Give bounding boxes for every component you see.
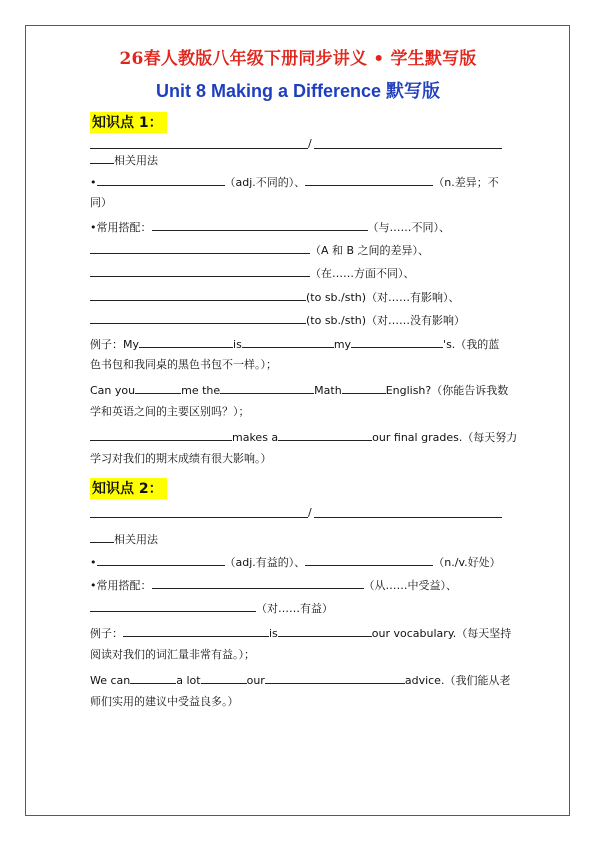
collocation-line-2-2 <box>90 601 333 616</box>
blank-usage-2[interactable] <box>90 532 114 543</box>
blank-word-1-alt[interactable] <box>314 148 502 149</box>
s2-ex1-is: is <box>269 627 278 640</box>
collocation-label-2: •常用搭配： <box>90 579 152 592</box>
usage-label: 相关用法 <box>114 154 158 167</box>
blank-ex1-b[interactable] <box>242 337 334 348</box>
document-title: 26春人教版八年级下册同步讲义 • 学生默写版 <box>119 49 477 69</box>
noun-note-2: （n./v.好处） <box>433 556 501 569</box>
coll-4-object: (to sb./sth) <box>306 291 367 304</box>
ex1-is: is <box>233 338 242 351</box>
section-heading-2: 知识点 2： <box>90 478 167 499</box>
blank-coll-2[interactable] <box>90 243 310 254</box>
example-2-2-cont: 师们实用的建议中受益良多。） <box>90 695 239 708</box>
blank-noun-2[interactable] <box>305 555 433 566</box>
blank-coll-1[interactable] <box>152 220 368 231</box>
blank-ex1-c[interactable] <box>351 337 443 348</box>
blank-word-2-alt[interactable] <box>314 517 502 518</box>
collocation-line-2 <box>90 243 429 258</box>
slash-separator: / <box>308 137 312 150</box>
blank-ex2-a[interactable] <box>135 383 181 394</box>
noun-note: （n.差异；不 <box>433 176 499 189</box>
blank-ex3-a[interactable] <box>90 430 232 441</box>
collocation-label: •常用搭配： <box>90 221 152 234</box>
example-2-1 <box>90 626 511 641</box>
example-1 <box>90 337 499 352</box>
blank-adj-2[interactable] <box>97 555 225 566</box>
example-2-2 <box>90 673 510 688</box>
example-3 <box>90 430 517 445</box>
ex1-tail: 's.（我的蓝 <box>443 338 500 351</box>
blank-s2-ex1-a[interactable] <box>123 626 269 637</box>
forms-line-2: • （adj.有益的）、 （n./v.好处） <box>90 556 501 569</box>
s2-ex2-tail: advice.（我们能从老 <box>404 674 511 687</box>
ex2-me: me the <box>181 384 221 397</box>
s2-ex1-prefix: 例子： <box>90 627 123 640</box>
blank-ex2-c[interactable] <box>342 383 386 394</box>
blank-ex2-b[interactable] <box>220 383 314 394</box>
blank-adj[interactable] <box>97 175 225 186</box>
collocation-line-5 <box>90 313 465 328</box>
slash-separator-2: / <box>308 506 312 519</box>
ex1-my: my <box>333 338 352 351</box>
document-subtitle: Unit 8 Making a Difference 默写版 <box>155 81 441 101</box>
adj-note: （adj.不同的）、 <box>224 176 306 189</box>
usage-line <box>90 153 158 168</box>
blank-coll-4[interactable] <box>90 290 306 301</box>
blank-ex3-b[interactable] <box>278 430 372 441</box>
example-3-cont: 学习对我们的期末成绩有很大影响。） <box>90 452 272 465</box>
blank-word-1[interactable] <box>90 148 308 149</box>
ex2-tail: English?（你能告诉我数 <box>385 384 509 397</box>
ex2-math: Math <box>314 384 342 397</box>
coll-note-5: （对……没有影响） <box>366 314 466 327</box>
blank-noun[interactable] <box>305 175 433 186</box>
blank-coll-3[interactable] <box>90 266 310 277</box>
blank-s2-ex2-c[interactable] <box>265 673 405 684</box>
ex3-tail: our final grades.（每天努力 <box>372 431 518 444</box>
collocation-line-4 <box>90 290 460 305</box>
s2-ex2-alot: a lot <box>176 674 201 687</box>
blank-usage[interactable] <box>90 153 114 164</box>
s2-ex2-our: our <box>246 674 265 687</box>
ex3-makes: makes a <box>232 431 279 444</box>
ex1-prefix: 例子：My <box>90 338 140 351</box>
example-2-1-cont: 阅读对我们的词汇量非常有益。）； <box>90 648 255 661</box>
example-2-cont: 学和英语之间的主要区别吗？）； <box>90 405 250 418</box>
usage-line-2 <box>90 532 158 547</box>
example-2 <box>90 383 508 398</box>
blank-coll-5[interactable] <box>90 313 306 324</box>
blank-s2-ex2-b[interactable] <box>201 673 247 684</box>
section-heading-1: 知识点 1： <box>90 112 167 133</box>
coll-note-2: （A 和 B 之间的差异）、 <box>310 244 430 257</box>
forms-line-cont: 同） <box>90 196 112 209</box>
blank-s2-ex2-a[interactable] <box>130 673 176 684</box>
blank-ex1-a[interactable] <box>139 337 233 348</box>
coll2-note-2: （对……有益） <box>256 602 333 615</box>
collocation-line-2-1 <box>90 578 457 593</box>
coll-5-object: (to sb./sth) <box>306 314 367 327</box>
coll-note-1: （与……不同）、 <box>367 221 450 234</box>
blank-word-2[interactable] <box>90 517 308 518</box>
forms-line: • （adj.不同的）、 （n.差异；不 <box>90 176 499 189</box>
coll-note-4: （对……有影响）、 <box>366 291 460 304</box>
coll-note-3: （在……方面不同）、 <box>310 267 415 280</box>
blank-coll2-2[interactable] <box>90 601 256 612</box>
s2-ex1-tail: our vocabulary.（每天坚持 <box>371 627 512 640</box>
ex2-prefix: Can you <box>90 384 136 397</box>
blank-coll2-1[interactable] <box>152 578 364 589</box>
collocation-line-3 <box>90 266 415 281</box>
usage-label-2: 相关用法 <box>114 533 158 546</box>
s2-ex2-prefix: We can <box>90 674 131 687</box>
example-1-cont: 色书包和我同桌的黑色书包不一样。）； <box>90 358 277 371</box>
blank-s2-ex1-b[interactable] <box>278 626 372 637</box>
coll2-note-1: （从……中受益）、 <box>363 579 457 592</box>
collocation-line-1 <box>90 220 450 235</box>
adj-note-2: （adj.有益的）、 <box>224 556 306 569</box>
